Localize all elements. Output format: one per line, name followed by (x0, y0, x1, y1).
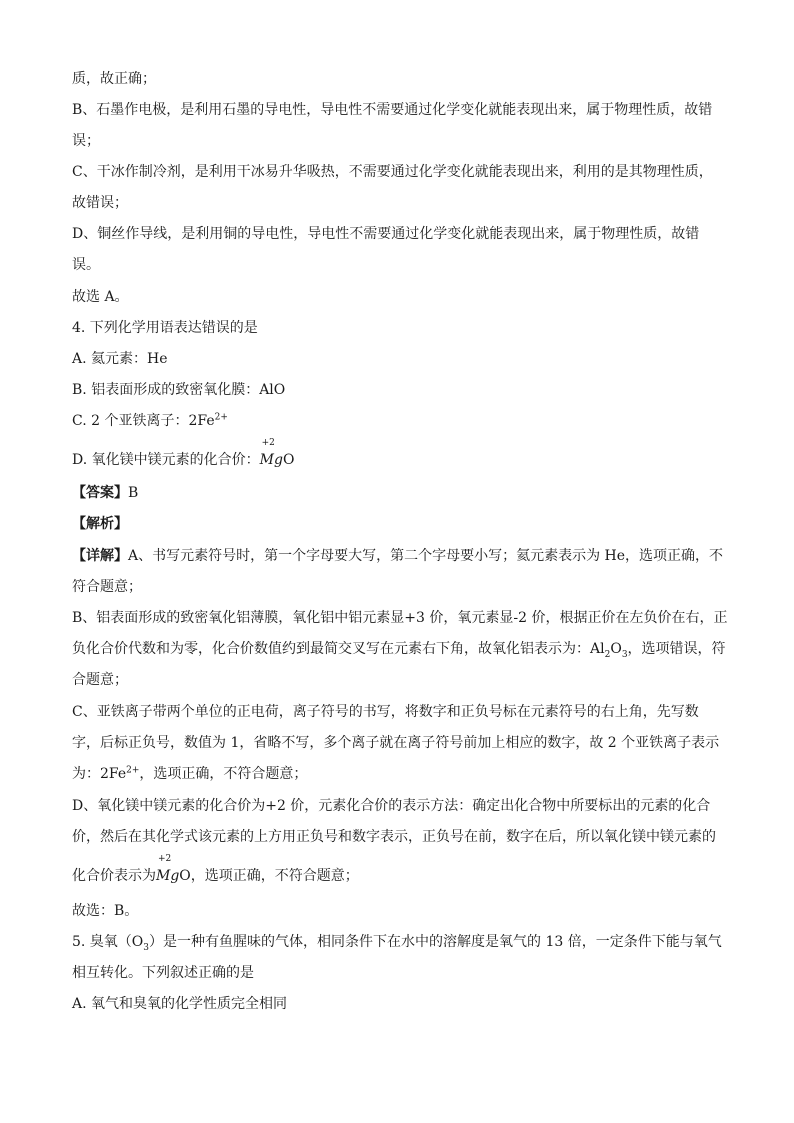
text-line: 误。 (72, 257, 100, 273)
question-4-option-b: B. 铝表面形成的致密氧化膜：AlO (72, 382, 286, 398)
text-line: 故选 A。 (72, 289, 129, 305)
explanation-line: 为：$2Fe^{2+}$，选项正确，不符合题意； (72, 765, 308, 782)
question-4-option-a: A. 氦元素：He (72, 351, 168, 367)
question-4-stem: 4. 下列化学用语表达错误的是 (72, 320, 258, 336)
valence-formula: +2 Mg (156, 854, 180, 884)
explanation-line: 【详解】A、书写元素符号时，第一个字母要大写，第二个字母要小写；氦元素表示为 He，选项正确，不 (72, 548, 724, 564)
explanation-line: 化合价表示为 +2 MgO，选项正确，不符合题意； (72, 854, 359, 884)
question-4-option-d: D. 氧化镁中镁元素的化合价： +2 MgO (72, 438, 295, 468)
explanation-line: 字，后标正负号，数值为 1，省略不写，多个离子就在离子符号前加上相应的数字，故 2 个亚铁离子表示 (72, 735, 720, 751)
valence-formula: +2 Mg (259, 438, 283, 468)
text-line: 误； (72, 133, 100, 149)
analysis-heading: 【解析】 (72, 516, 128, 532)
explanation-line: D、氧化镁中镁元素的化合价为+2 价，元素化合价的表示方法：确定出化合物中所要标出的元素的化合 (72, 798, 711, 814)
explanation-line: B、铝表面形成的致密氧化铝薄膜，氧化铝中铝元素显+3 价，氧元素显-2 价，根据正价在左负价在右，正 (72, 610, 728, 626)
answer-line: 【答案】B (72, 485, 139, 501)
question-5-stem: 5. 臭氧$(O_3)$是一种有鱼腥味的气体，相同条件下在水中的溶解度是氧气的 13 倍，一定条件下能与氧气 (72, 934, 722, 953)
explanation-line: C、亚铁离子带两个单位的正电荷，离子符号的书写，将数字和正负号标在元素符号的右上角，先写数 (72, 704, 699, 720)
explanation-line: 合题意； (72, 672, 128, 688)
text-line: C、干冰作制冷剂，是利用干冰易升华吸热，不需要通过化学变化就能表现出来，利用的是其物理性质， (72, 164, 713, 180)
question-4-option-c: C. 2 个亚铁离子：$2Fe^{2+}$ (72, 412, 228, 429)
text-line: 质，故正确； (72, 71, 156, 87)
text-line: B、石墨作电极，是利用石墨的导电性，导电性不需要通过化学变化就能表现出来，属于物理性质，故错 (72, 102, 713, 118)
text-line: D、铜丝作导线，是利用铜的导电性，导电性不需要通过化学变化就能表现出来，属于物理性质，故错 (72, 226, 700, 242)
explanation-line: 故选：B。 (72, 903, 139, 919)
explanation-line: 价，然后在其化学式该元素的上方用正负号和数字表示，正负号在前，数字在后，所以氧化镁中镁元素的 (72, 829, 716, 845)
explanation-line: 负化合价代数和为零，化合价数值约到最简交叉写在元素右下角，故氧化铝表示为：$Al_2O_3$，选项错误，符 (72, 641, 726, 660)
question-5-stem: 相互转化。下列叙述正确的是 (72, 965, 254, 981)
question-5-option-a: A. 氧气和臭氧的化学性质完全相同 (72, 996, 288, 1012)
explanation-line: 符合题意； (72, 579, 142, 595)
text-line: 故错误； (72, 195, 128, 211)
